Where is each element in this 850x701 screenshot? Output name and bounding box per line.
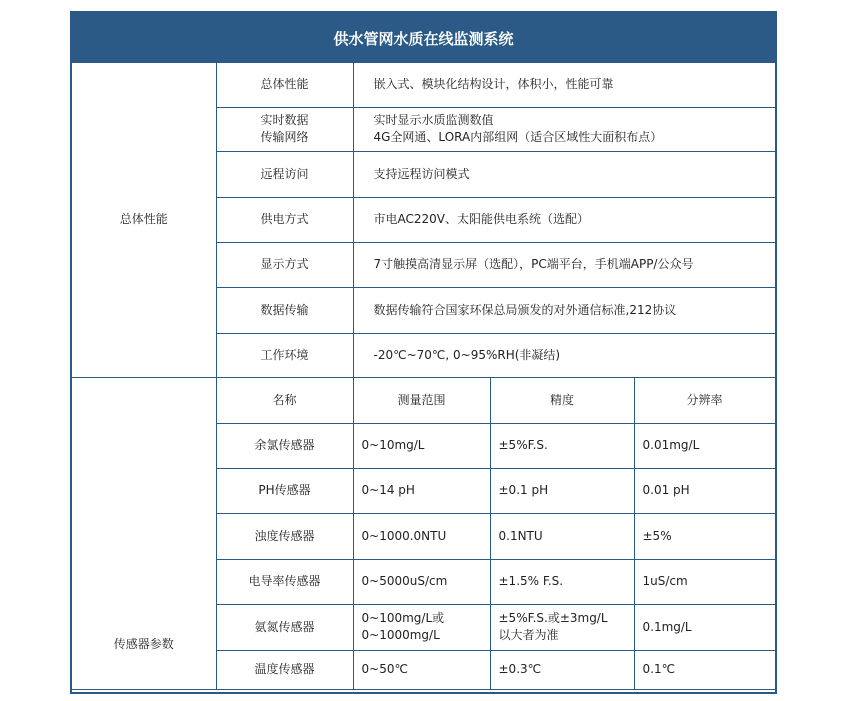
spec-table [72, 63, 776, 690]
sensor-name: PH传感器 [216, 468, 353, 513]
row-value-line: 实时显示水质监测数值 [373, 113, 494, 127]
sensor-range-line: 0~100mg/L或 [361, 611, 445, 625]
sensor-resolution: 1uS/cm [634, 559, 775, 604]
sensor-resolution: 0.1℃ [634, 650, 775, 689]
row-value [353, 107, 775, 151]
row-label: 工作环境 [216, 333, 353, 377]
sensor-resolution: 0.01mg/L [634, 423, 775, 468]
row-value: 市电AC220V、太阳能供电系统（选配） [353, 197, 775, 242]
column-header-accuracy: 精度 [490, 377, 634, 423]
row-label: 总体性能 [216, 63, 353, 107]
table-header-row [72, 377, 775, 423]
sensor-range [353, 604, 490, 650]
sensor-name: 氨氮传感器 [216, 604, 353, 650]
sensor-range: 0~1000.0NTU [353, 513, 490, 559]
table-title: 供水管网水质在线监测系统 [72, 13, 775, 63]
sensor-accuracy-line: 以大者为准 [498, 628, 559, 642]
sensor-name: 电导率传感器 [216, 559, 353, 604]
row-value: 支持远程访问模式 [353, 151, 775, 197]
row-label: 数据传输 [216, 287, 353, 333]
column-header-name: 名称 [216, 377, 353, 423]
category-general: 总体性能 [72, 63, 216, 377]
sensor-resolution: ±5% [634, 513, 775, 559]
sensor-name: 温度传感器 [216, 650, 353, 689]
sensor-accuracy-line: ±5%F.S.或±3mg/L [498, 611, 608, 625]
spec-table-frame [70, 11, 777, 694]
row-label: 远程访问 [216, 151, 353, 197]
row-value: 数据传输符合国家环保总局颁发的对外通信标准,212协议 [353, 287, 775, 333]
column-header-resolution: 分辨率 [634, 377, 775, 423]
sensor-range: 0~5000uS/cm [353, 559, 490, 604]
sensor-accuracy [490, 604, 634, 650]
row-label-line: 传输网络 [260, 130, 309, 144]
sensor-accuracy: ±0.1 pH [490, 468, 634, 513]
row-label [216, 107, 353, 151]
row-value: 嵌入式、模块化结构设计，体积小，性能可靠 [353, 63, 775, 107]
sensor-range-line: 0~1000mg/L [361, 628, 440, 642]
sensor-range: 0~14 pH [353, 468, 490, 513]
row-value: -20℃~70℃, 0~95%RH(非凝结) [353, 333, 775, 377]
category-sensors: 传感器参数 [72, 377, 216, 689]
sensor-range: 0~50℃ [353, 650, 490, 689]
row-label: 显示方式 [216, 242, 353, 287]
row-label-line: 实时数据 [260, 113, 309, 127]
row-value-line: 4G全网通、LORA内部组网（适合区域性大面积布点） [373, 130, 663, 144]
sensor-resolution: 0.01 pH [634, 468, 775, 513]
sensor-name: 余氯传感器 [216, 423, 353, 468]
row-value: 7寸触摸高清显示屏（选配），PC端平台，手机端APP/公众号 [353, 242, 775, 287]
sensor-name: 浊度传感器 [216, 513, 353, 559]
sensor-accuracy: 0.1NTU [490, 513, 634, 559]
row-label: 供电方式 [216, 197, 353, 242]
sensor-accuracy: ±5%F.S. [490, 423, 634, 468]
sensor-range: 0~10mg/L [353, 423, 490, 468]
sensor-accuracy: ±0.3℃ [490, 650, 634, 689]
column-header-range: 测量范围 [353, 377, 490, 423]
table-row [72, 63, 775, 107]
sensor-resolution: 0.1mg/L [634, 604, 775, 650]
sensor-accuracy: ±1.5% F.S. [490, 559, 634, 604]
